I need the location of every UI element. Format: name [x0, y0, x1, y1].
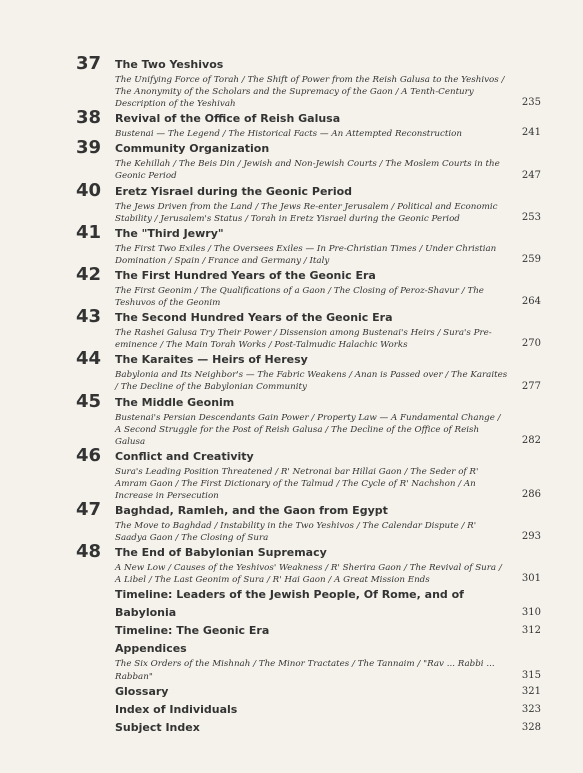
- chapter-subtopics: Teshuvos of the Geonim: [115, 298, 221, 309]
- page-number: 321: [521, 685, 541, 697]
- page-number: 293: [521, 531, 541, 543]
- chapter-title: The End of Babylonian Supremacy: [115, 546, 327, 560]
- toc-entry: [0, 390, 583, 448]
- chapter-subtopics: The Jews Driven from the Land / The Jews Re-enter Jerusalem / Political and Economic: [115, 201, 498, 212]
- page-number: 241: [521, 127, 541, 139]
- page-number: 235: [521, 97, 541, 109]
- chapter-number: 47: [76, 499, 102, 521]
- chapter-number: 41: [76, 221, 102, 243]
- chapter-subtopics: The Anonymity of the Scholars and the Supremacy of the Gaon / A Tenth-Century: [115, 87, 474, 98]
- chapter-title: The Two Yeshivos: [115, 58, 224, 71]
- chapter-subtopics: Bustenai — The Legend / The Historical Facts — An Attempted Reconstruction: [115, 129, 462, 140]
- toc-entry: [0, 719, 583, 737]
- chapter-subtopics: eminence / The Main Torah Works / Post-Talmudic Halachic Works: [115, 340, 408, 351]
- page-number: 277: [521, 380, 541, 392]
- chapter-number: 37: [76, 53, 102, 74]
- toc-entry: [0, 53, 583, 110]
- toc-entry: [0, 622, 583, 640]
- toc-entry: [0, 263, 583, 309]
- page-number: 282: [521, 434, 541, 446]
- toc-entry: [0, 107, 583, 140]
- chapter-subtopics: The Kehillah / The Beis Din / Jewish and Non-Jewish Courts / The Moslem Courts in the: [115, 159, 500, 170]
- toc-entry: [0, 683, 583, 701]
- page-number: 259: [521, 253, 541, 265]
- toc-entry: [0, 499, 583, 544]
- chapter-subtopics: The First Geonim / The Qualifications of a Gaon / The Closing of Peroz-Shavur / The: [115, 285, 484, 296]
- toc-entry: [0, 137, 583, 182]
- chapter-title: The "Third Jewry": [115, 226, 224, 240]
- page-number: 301: [521, 573, 541, 585]
- chapter-subtopics: The Move to Baghdad / Instability in the Two Yeshivos / The Calendar Dispute / R': [115, 521, 477, 532]
- chapter-title: Eretz Yisrael during the Geonic Period: [115, 184, 353, 198]
- chapter-subtopics: Galusa: [115, 436, 146, 447]
- page-number: 312: [521, 625, 541, 637]
- chapter-number: 38: [76, 107, 102, 129]
- toc-entry: [0, 444, 583, 502]
- chapter-title: The First Hundred Years of the Geonic Era: [115, 268, 376, 282]
- chapter-title: The Middle Geonim: [115, 395, 235, 409]
- page-number: 264: [521, 296, 541, 308]
- chapter-number: 46: [76, 444, 102, 466]
- page-number: 270: [521, 338, 541, 350]
- chapter-number: 45: [76, 390, 102, 412]
- chapter-title: Timeline: The Geonic Era: [115, 624, 270, 638]
- chapter-subtopics: Domination / Spain / France and Germany / Italy: [115, 255, 330, 266]
- chapter-subtopics: Bustenai's Persian Descendants Gain Power / Property Law — A Fundamental Change /: [115, 412, 501, 423]
- toc-entry: [0, 348, 583, 393]
- toc-entry: [0, 541, 583, 586]
- chapter-subtopics: Babylonia and Its Neighbor's — The Fabric Weakens / Anan is Passed over / The Karaites: [115, 370, 508, 381]
- page-number: 323: [521, 703, 541, 715]
- page-number: 253: [521, 211, 541, 223]
- chapter-subtopics: Rabban": [115, 671, 153, 682]
- chapter-title: Revival of the Office of Reish Galusa: [115, 112, 341, 126]
- chapter-title: The Karaites — Heirs of Heresy: [115, 353, 308, 367]
- chapter-number: 42: [76, 263, 102, 285]
- page-number: 310: [521, 607, 541, 619]
- chapter-title-continued: Babylonia: [115, 606, 177, 620]
- chapter-number: 43: [76, 306, 102, 328]
- chapter-number: 40: [76, 179, 102, 201]
- chapter-number: 39: [76, 137, 102, 159]
- chapter-title: Baghdad, Ramleh, and the Gaon from Egypt: [115, 504, 388, 518]
- toc-entry: [0, 179, 583, 225]
- chapter-title: Subject Index: [115, 720, 200, 734]
- chapter-subtopics: / The Decline of the Babylonian Community: [115, 382, 307, 393]
- chapter-title: Glossary: [115, 684, 169, 698]
- chapter-subtopics: A Second Struggle for the Post of Reish Galusa / The Decline of the Office of Reish: [115, 424, 480, 435]
- chapter-subtopics: The First Two Exiles / The Oversees Exiles — In Pre-Christian Times / Under Christian: [115, 243, 497, 254]
- toc-entry: [0, 221, 583, 267]
- toc-entry: [0, 640, 583, 682]
- chapter-title: Conflict and Creativity: [115, 449, 254, 463]
- chapter-number: 48: [76, 541, 102, 563]
- chapter-subtopics: A New Low / Causes of the Yeshivos' Weakness / R' Sherira Gaon / The Revival of Sura /: [115, 563, 502, 574]
- chapter-title: Appendices: [115, 642, 187, 656]
- chapter-subtopics: The Six Orders of the Mishnah / The Minor Tractates / The Tannaim / "Rav ... Rabbi ...: [115, 659, 495, 670]
- chapter-subtopics: Saadya Gaon / The Closing of Sura: [115, 533, 269, 544]
- chapter-subtopics: Increase in Persecution: [115, 490, 219, 501]
- chapter-title: Index of Individuals: [115, 702, 238, 716]
- toc-entry: [0, 306, 583, 351]
- page-number: 286: [521, 489, 541, 501]
- chapter-subtopics: Sura's Leading Position Threatened / R' Netronai bar Hillai Gaon / The Seder of R': [115, 466, 479, 477]
- chapter-subtopics: Description of the Yeshivah: [115, 99, 236, 110]
- chapter-subtopics: Amram Gaon / The First Dictionary of the Talmud / The Cycle of R' Nachshon / An: [115, 478, 476, 489]
- chapter-subtopics: Geonic Period: [115, 171, 177, 182]
- toc-entry: [0, 586, 583, 622]
- chapter-subtopics: A Libel / The Last Geonim of Sura / R' Hai Gaon / A Great Mission Ends: [115, 575, 430, 586]
- chapter-title: The Second Hundred Years of the Geonic Era: [115, 311, 393, 325]
- chapter-subtopics: Stability / Jerusalem's Status / Torah in Eretz Yisrael during the Geonic Period: [115, 213, 460, 224]
- page-number: 315: [521, 669, 541, 681]
- chapter-subtopics: The Rashei Galusa Try Their Power / Dissension among Bustenai's Heirs / Sura's Pre-: [115, 328, 492, 339]
- chapter-title: Timeline: Leaders of the Jewish People, Of Rome, and of: [115, 588, 464, 602]
- toc-entry: [0, 701, 583, 719]
- chapter-title: Community Organization: [115, 142, 270, 156]
- page-number: 328: [521, 721, 541, 733]
- table-of-contents: [0, 53, 583, 737]
- chapter-subtopics: The Unifying Force of Torah / The Shift of Power from the Reish Galusa to the Yeshivos /: [115, 75, 505, 85]
- chapter-number: 44: [76, 348, 102, 370]
- page-number: 247: [521, 169, 541, 181]
